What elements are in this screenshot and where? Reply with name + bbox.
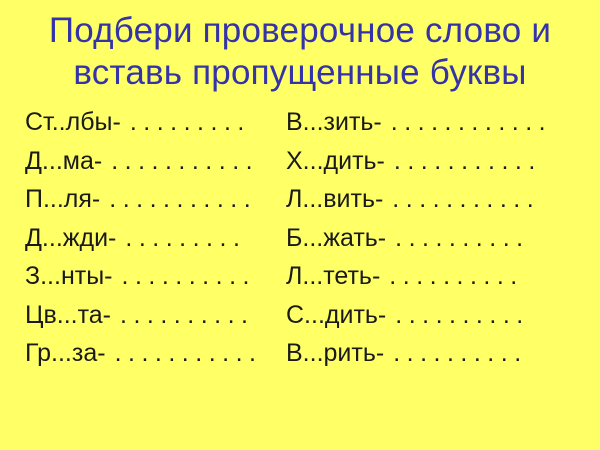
word-item-left — [25, 257, 286, 296]
answer-dots: ......... — [129, 108, 251, 136]
word-stem: В...рить- — [286, 339, 385, 367]
word-item-right — [286, 296, 530, 335]
word-stem: В...зить- — [286, 108, 382, 136]
word-item-left — [25, 142, 286, 181]
word-row — [0, 142, 600, 181]
word-stem: Д...жди- — [25, 223, 117, 252]
word-stem: Ст..лбы- — [25, 108, 121, 136]
word-row — [0, 296, 600, 335]
answer-dots: .......... — [389, 262, 524, 290]
word-item-left — [25, 103, 286, 142]
word-stem: Цв...та- — [25, 300, 112, 329]
answer-dots: ............ — [390, 108, 553, 136]
answer-dots: .......... — [121, 262, 256, 290]
answer-dots: ........... — [111, 146, 260, 175]
answer-dots: ......... — [125, 223, 247, 252]
word-stem: З...нты- — [25, 262, 113, 290]
word-stem: Гр...за- — [25, 339, 106, 367]
slide-title — [0, 10, 600, 94]
word-row — [0, 219, 600, 258]
word-stem: С...дить- — [286, 300, 387, 329]
word-stem: Л...теть- — [286, 262, 381, 290]
word-row — [0, 180, 600, 219]
word-stem: Д...ма- — [25, 146, 103, 175]
answer-dots: ........... — [392, 185, 541, 213]
title-line-2: вставь пропущенные буквы — [73, 53, 527, 92]
title-line-1: Подбери проверочное слово и — [48, 11, 552, 50]
word-item-right — [286, 334, 528, 373]
word-item-left — [25, 219, 286, 258]
word-stem: Б...жать- — [286, 223, 387, 252]
answer-dots: .......... — [395, 300, 530, 329]
word-item-left — [25, 180, 286, 219]
word-row — [0, 257, 600, 296]
answer-dots: .......... — [393, 339, 528, 367]
word-row — [0, 334, 600, 373]
word-row — [0, 103, 600, 142]
word-stem: Л...вить- — [286, 185, 384, 213]
word-item-right — [286, 103, 552, 142]
word-item-right — [286, 142, 542, 181]
word-item-left — [25, 296, 286, 335]
word-stem: П...ля- — [25, 185, 101, 213]
word-stem: Х...дить- — [286, 146, 385, 175]
word-item-right — [286, 219, 530, 258]
answer-dots: ........... — [393, 146, 542, 175]
answer-dots: ........... — [109, 185, 258, 213]
answer-dots: .......... — [120, 300, 255, 329]
word-item-left — [25, 334, 286, 373]
word-list — [0, 103, 600, 373]
answer-dots: .......... — [395, 223, 530, 252]
word-item-right — [286, 257, 524, 296]
word-item-right — [286, 180, 540, 219]
answer-dots: ........... — [114, 339, 263, 367]
